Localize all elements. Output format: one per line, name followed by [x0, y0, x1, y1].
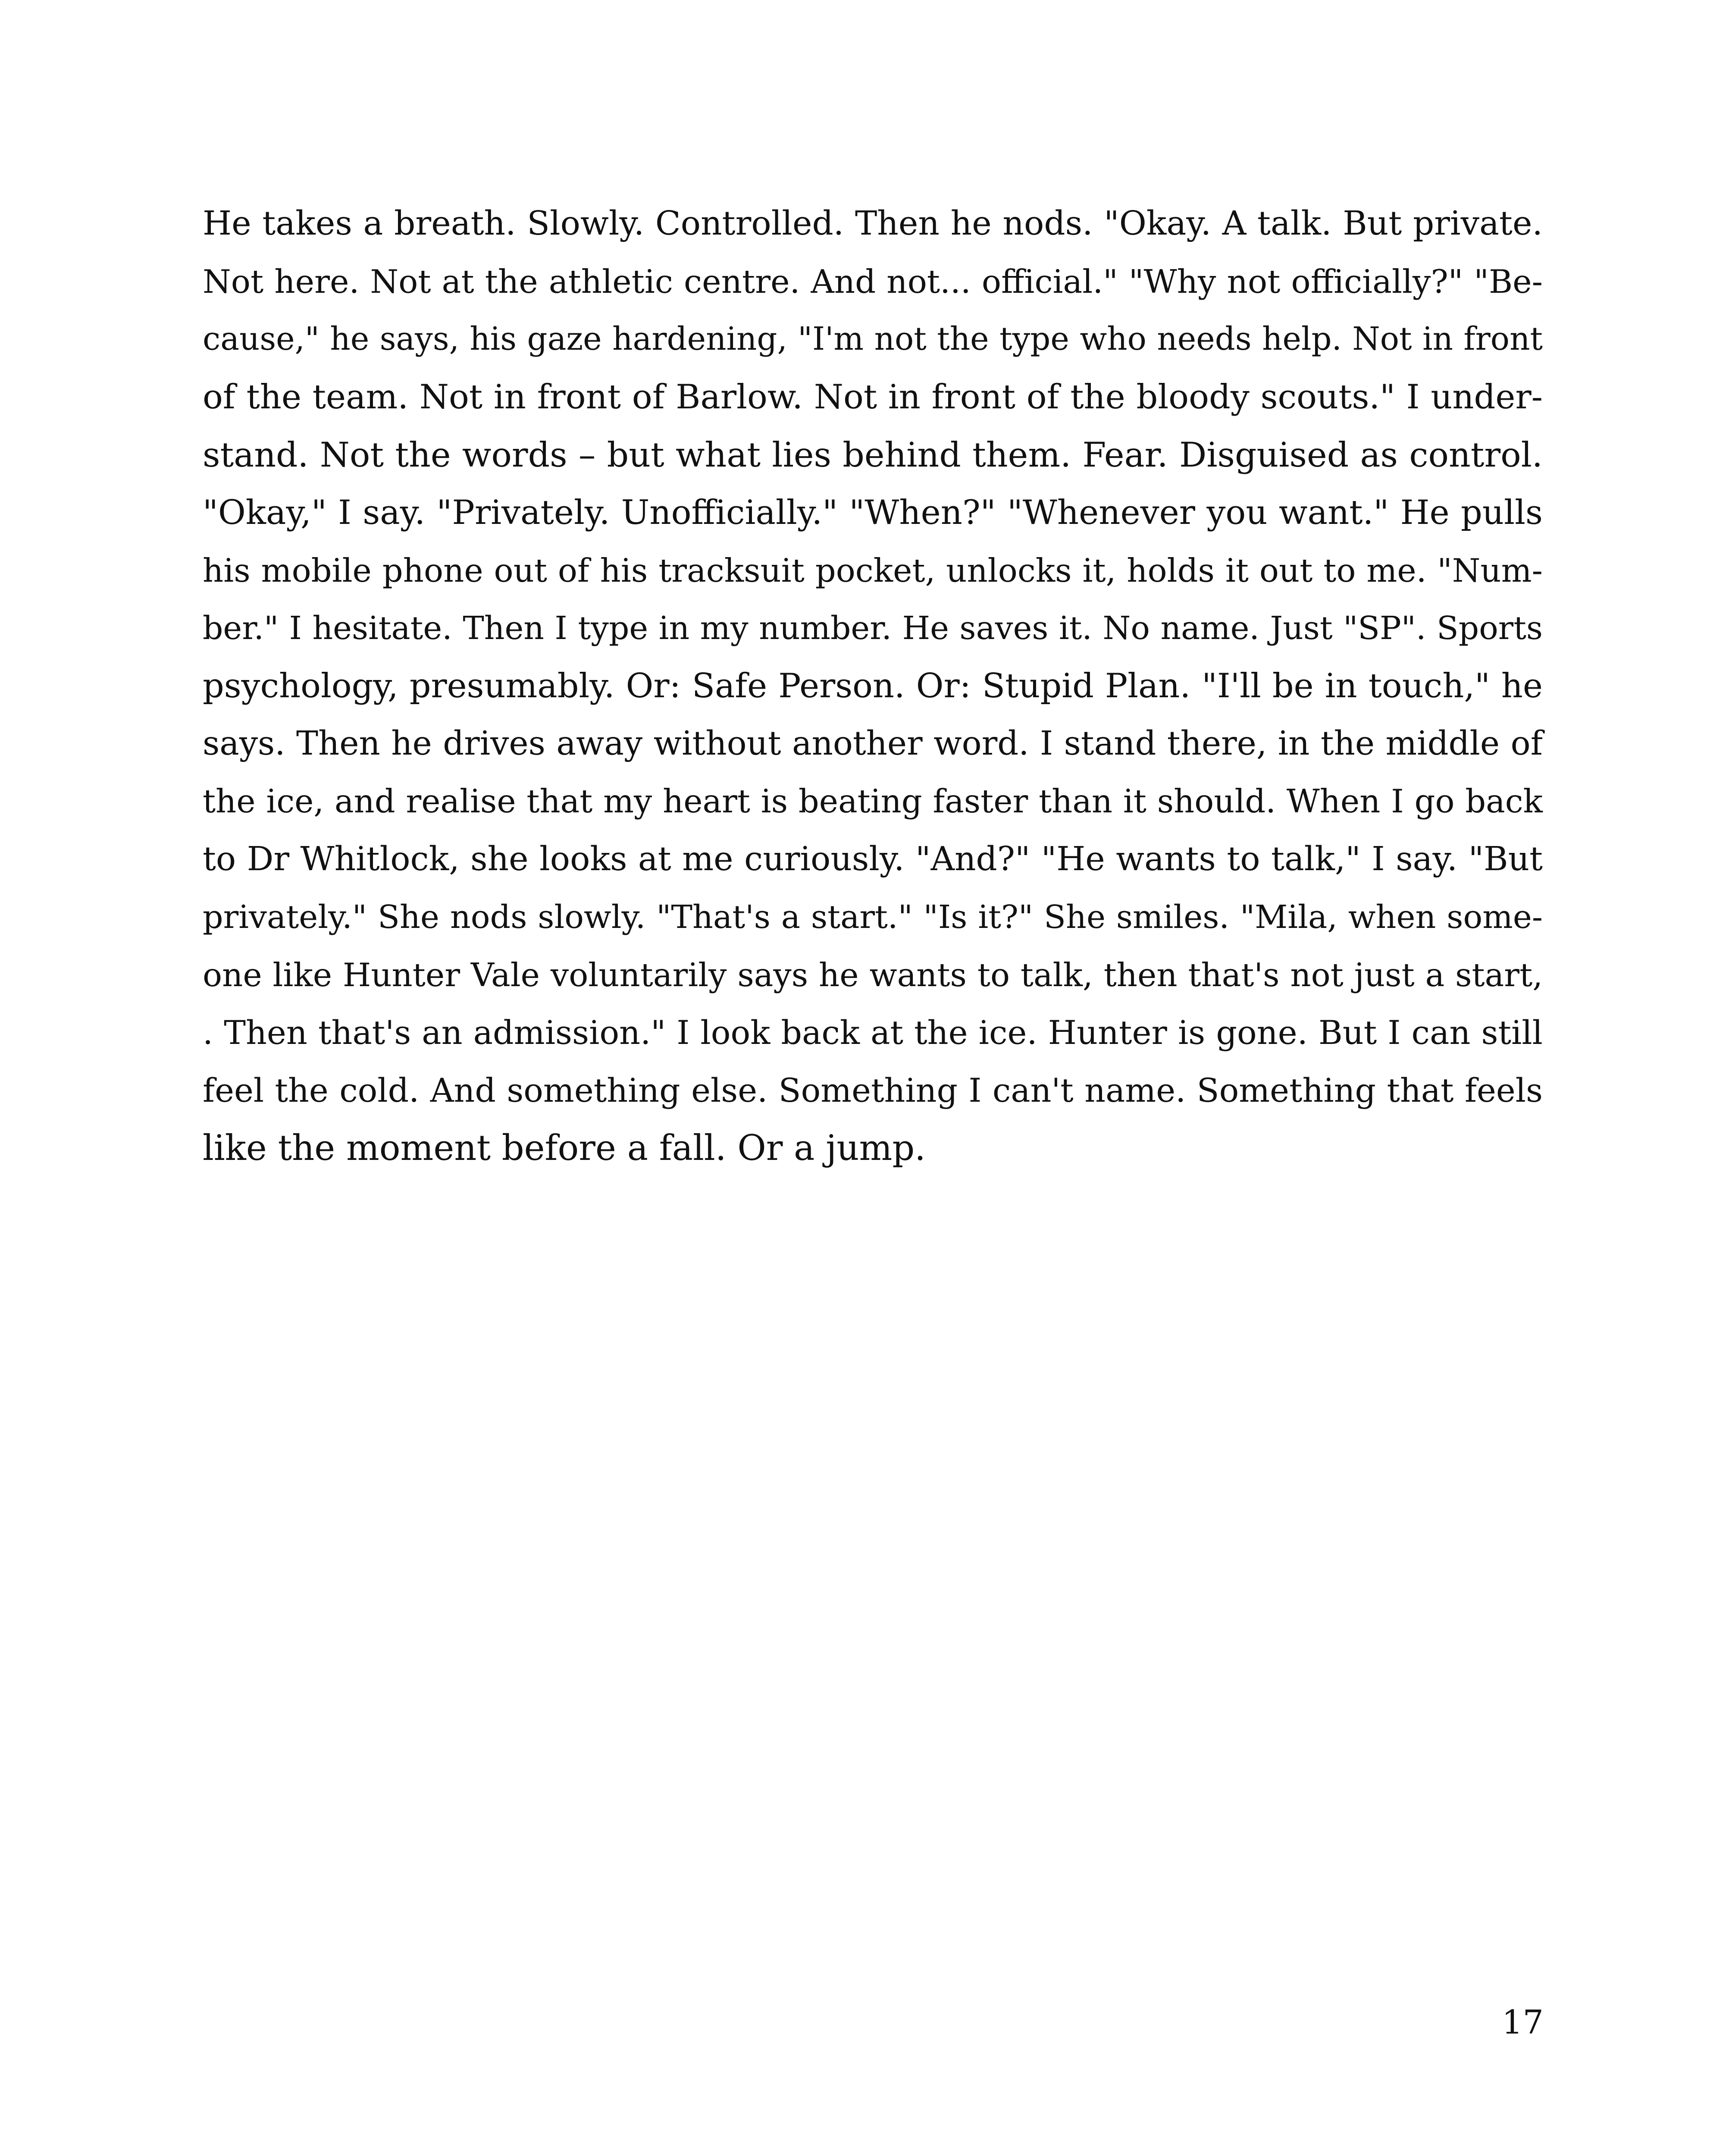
- text-line: feel the cold. And something else. Something I can't name. Something that feels: [203, 1072, 1543, 1109]
- text-line: "Okay," I say. "Privately. Unofficially." "When?" "Whenever you want." He pulls: [203, 493, 1543, 532]
- text-line: stand. Not the words – but what lies behind them. Fear. Disguised as control.: [203, 435, 1543, 475]
- text-line: He takes a breath. Slowly. Controlled. Then he nods. "Okay. A talk. But private.: [203, 204, 1543, 243]
- text-line: Not here. Not at the athletic centre. And not... official." "Why not officially?" "Be-: [203, 263, 1543, 301]
- text-line: like the moment before a fall. Or a jump.: [203, 1128, 926, 1169]
- text-line: ber." I hesitate. Then I type in my number. He saves it. No name. Just "SP". Sports: [203, 610, 1543, 647]
- text-line: to Dr Whitlock, she looks at me curiously. "And?" "He wants to talk," I say. "But: [203, 840, 1543, 878]
- text-line: his mobile phone out of his tracksuit pocket, unlocks it, holds it out to me. "Num-: [203, 552, 1543, 589]
- text-line: says. Then he drives away without another word. I stand there, in the middle of: [203, 724, 1543, 763]
- text-line: psychology, presumably. Or: Safe Person. Or: Stupid Plan. "I'll be in touch," he: [203, 667, 1543, 705]
- text-line: of the team. Not in front of Barlow. Not in front of the bloody scouts." I under-: [203, 378, 1543, 417]
- text-line: one like Hunter Vale voluntarily says he wants to talk, then that's not just a start,: [203, 956, 1543, 994]
- text-line: . Then that's an admission." I look back at the ice. Hunter is gone. But I can still: [203, 1013, 1543, 1052]
- text-line: the ice, and realise that my heart is beating faster than it should. When I go back: [203, 783, 1543, 820]
- text-line: privately." She nods slowly. "That's a start." "Is it?" She smiles. "Mila, when some-: [203, 898, 1543, 936]
- text-line: cause," he says, his gaze hardening, "I'm not the type who needs help. Not in front: [203, 321, 1543, 357]
- page-number: 17: [1502, 2003, 1544, 2041]
- body-paragraph: [203, 195, 1543, 1177]
